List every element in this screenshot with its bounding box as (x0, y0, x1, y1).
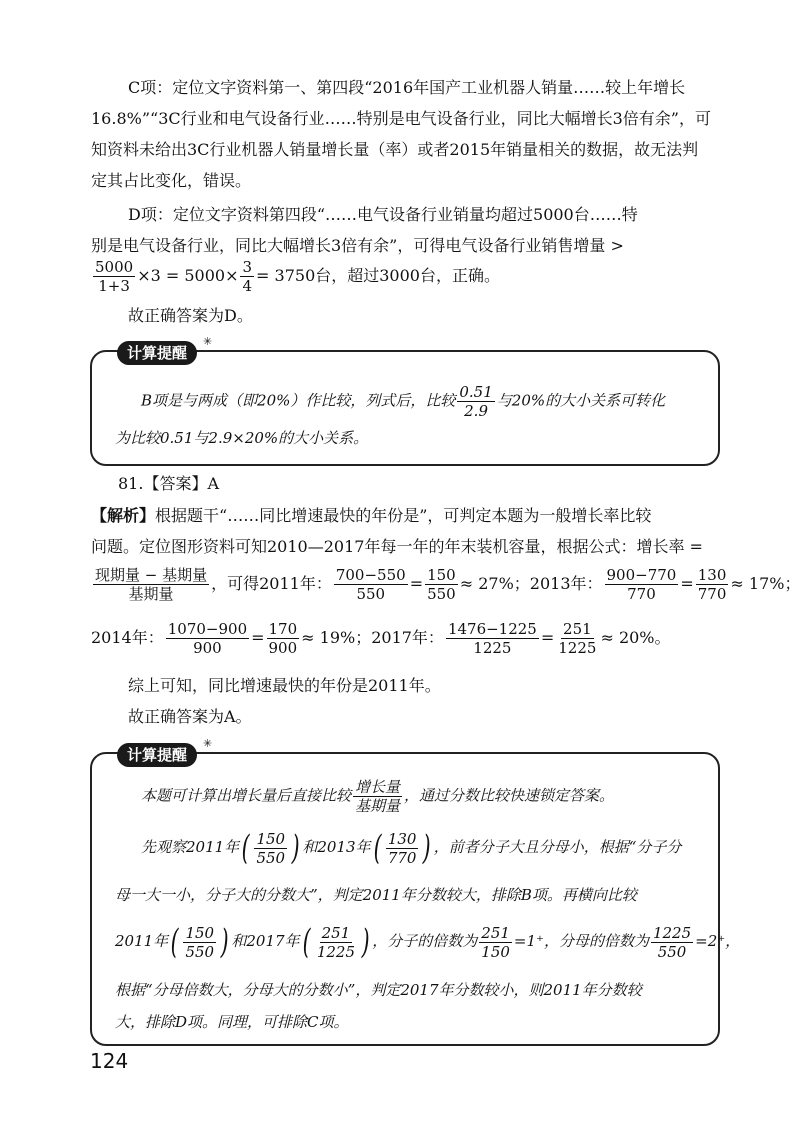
section-d-line3: $\frac{5000}{1+3}$ ×3 = 5000× $\frac{3}{4}$ = 3750台，超过3000台，正确。 (95, 258, 500, 295)
tip2-line1: 本题可计算出增长量后直接比较 $\frac{\text{增长量}}{\text{基期量}}$ ，通过分数比较快速锁定答案。 (141, 778, 615, 815)
q81-header: 81.【答案】A (118, 474, 220, 493)
section-c-line1: C项：定位文字资料第一、第四段“2016年国产工业机器人销量……较上年增长 (128, 78, 686, 97)
tip2-line4: 2011年 ( $\frac{150}{550}$ ) 和2017年 ( $\frac{251}{1225}$ ) ，分子的倍数为 $\frac{251}{150}$ =1⁺，分母的倍数为 $\frac{1225}{550}$ =2⁺， (115, 922, 741, 962)
tip2-line6: 大，排除D项。同理，可排除C项。 (115, 1013, 349, 1031)
q81-analysis-line2: 问题。定位图形资料可知2010—2017年每一年的年末装机容量，根据公式：增长率 = (91, 537, 703, 556)
tip2-line5: 根据“分母倍数大，分母大的分数小”，判定2017年分数较小，则2011年分数较 (115, 981, 642, 999)
section-c-line4: 定其占比变化，错误。 (91, 171, 252, 190)
calc-tip-tag-1: 计算提醒 (117, 341, 197, 365)
tip1-line2: 为比较0.51与2.9×20%的大小关系。 (115, 429, 369, 447)
section-d-answer: 故正确答案为D。 (128, 306, 253, 325)
section-d-line2: 别是电气设备行业，同比大幅增长3倍有余”，可得电气设备行业销售增量 > (91, 236, 624, 255)
page-number: 124 (90, 1049, 129, 1073)
tip1-line1: B项是与两成（即20%）作比较，列式后，比较 $\frac{0.51}{2.9}$ 与20%的大小关系可转化 (141, 383, 666, 420)
section-c-line2: 16.8%”“3C行业和电气设备行业……特别是电气设备行业，同比大幅增长3倍有余”，可 (91, 109, 711, 128)
calc-tip-tag-2: 计算提醒 (117, 743, 197, 767)
q81-formula-line: $\frac{\text{现期量 − 基期量}}{\text{基期量}}$ ，可得2011年： $\frac{700-550}{550}$ = $\frac{150}{550}$ ≈ 27%；2013年： $\frac{900-770}{770}$ = $\frac{130}{770}$ ≈ 17%； (95, 566, 800, 603)
sparkle-icon: ✳ (203, 737, 213, 750)
tip2-line3: 母一大一小，分子大的分数大”，判定2011年分数较大，排除B项。再横向比较 (115, 886, 637, 904)
tip2-line2: 先观察2011年 ( $\frac{150}{550}$ ) 和2013年 ( $\frac{130}{770}$ ) ，前者分子大且分母小，根据“分子分 (141, 828, 682, 868)
fraction-5000-over-4: $\frac{5000}{1+3}$ (95, 258, 134, 295)
section-c-line3: 知资料未给出3C行业机器人销量增长量（率）或者2015年销量相关的数据，故无法判 (91, 140, 699, 159)
sparkle-icon: ✳ (203, 335, 213, 348)
q81-formula-line2: 2014年： $\frac{1070-900}{900}$ = $\frac{170}{900}$ ≈ 19%；2017年： $\frac{1476-1225}{1225}$ = $\frac{251}{1225}$ ≈ 20%。 (91, 620, 671, 657)
section-d-line1: D项：定位文字资料第四段“……电气设备行业销量均超过5000台……特 (128, 205, 638, 224)
q81-answer: 故正确答案为A。 (128, 707, 252, 726)
q81-summary: 综上可知，同比增速最快的年份是2011年。 (128, 676, 441, 695)
fraction-3-over-4: $\frac{3}{4}$ (242, 258, 253, 295)
q81-analysis-line1: 【解析】根据题干“……同比增速最快的年份是”，可判定本题为一般增长率比较 (91, 506, 652, 525)
